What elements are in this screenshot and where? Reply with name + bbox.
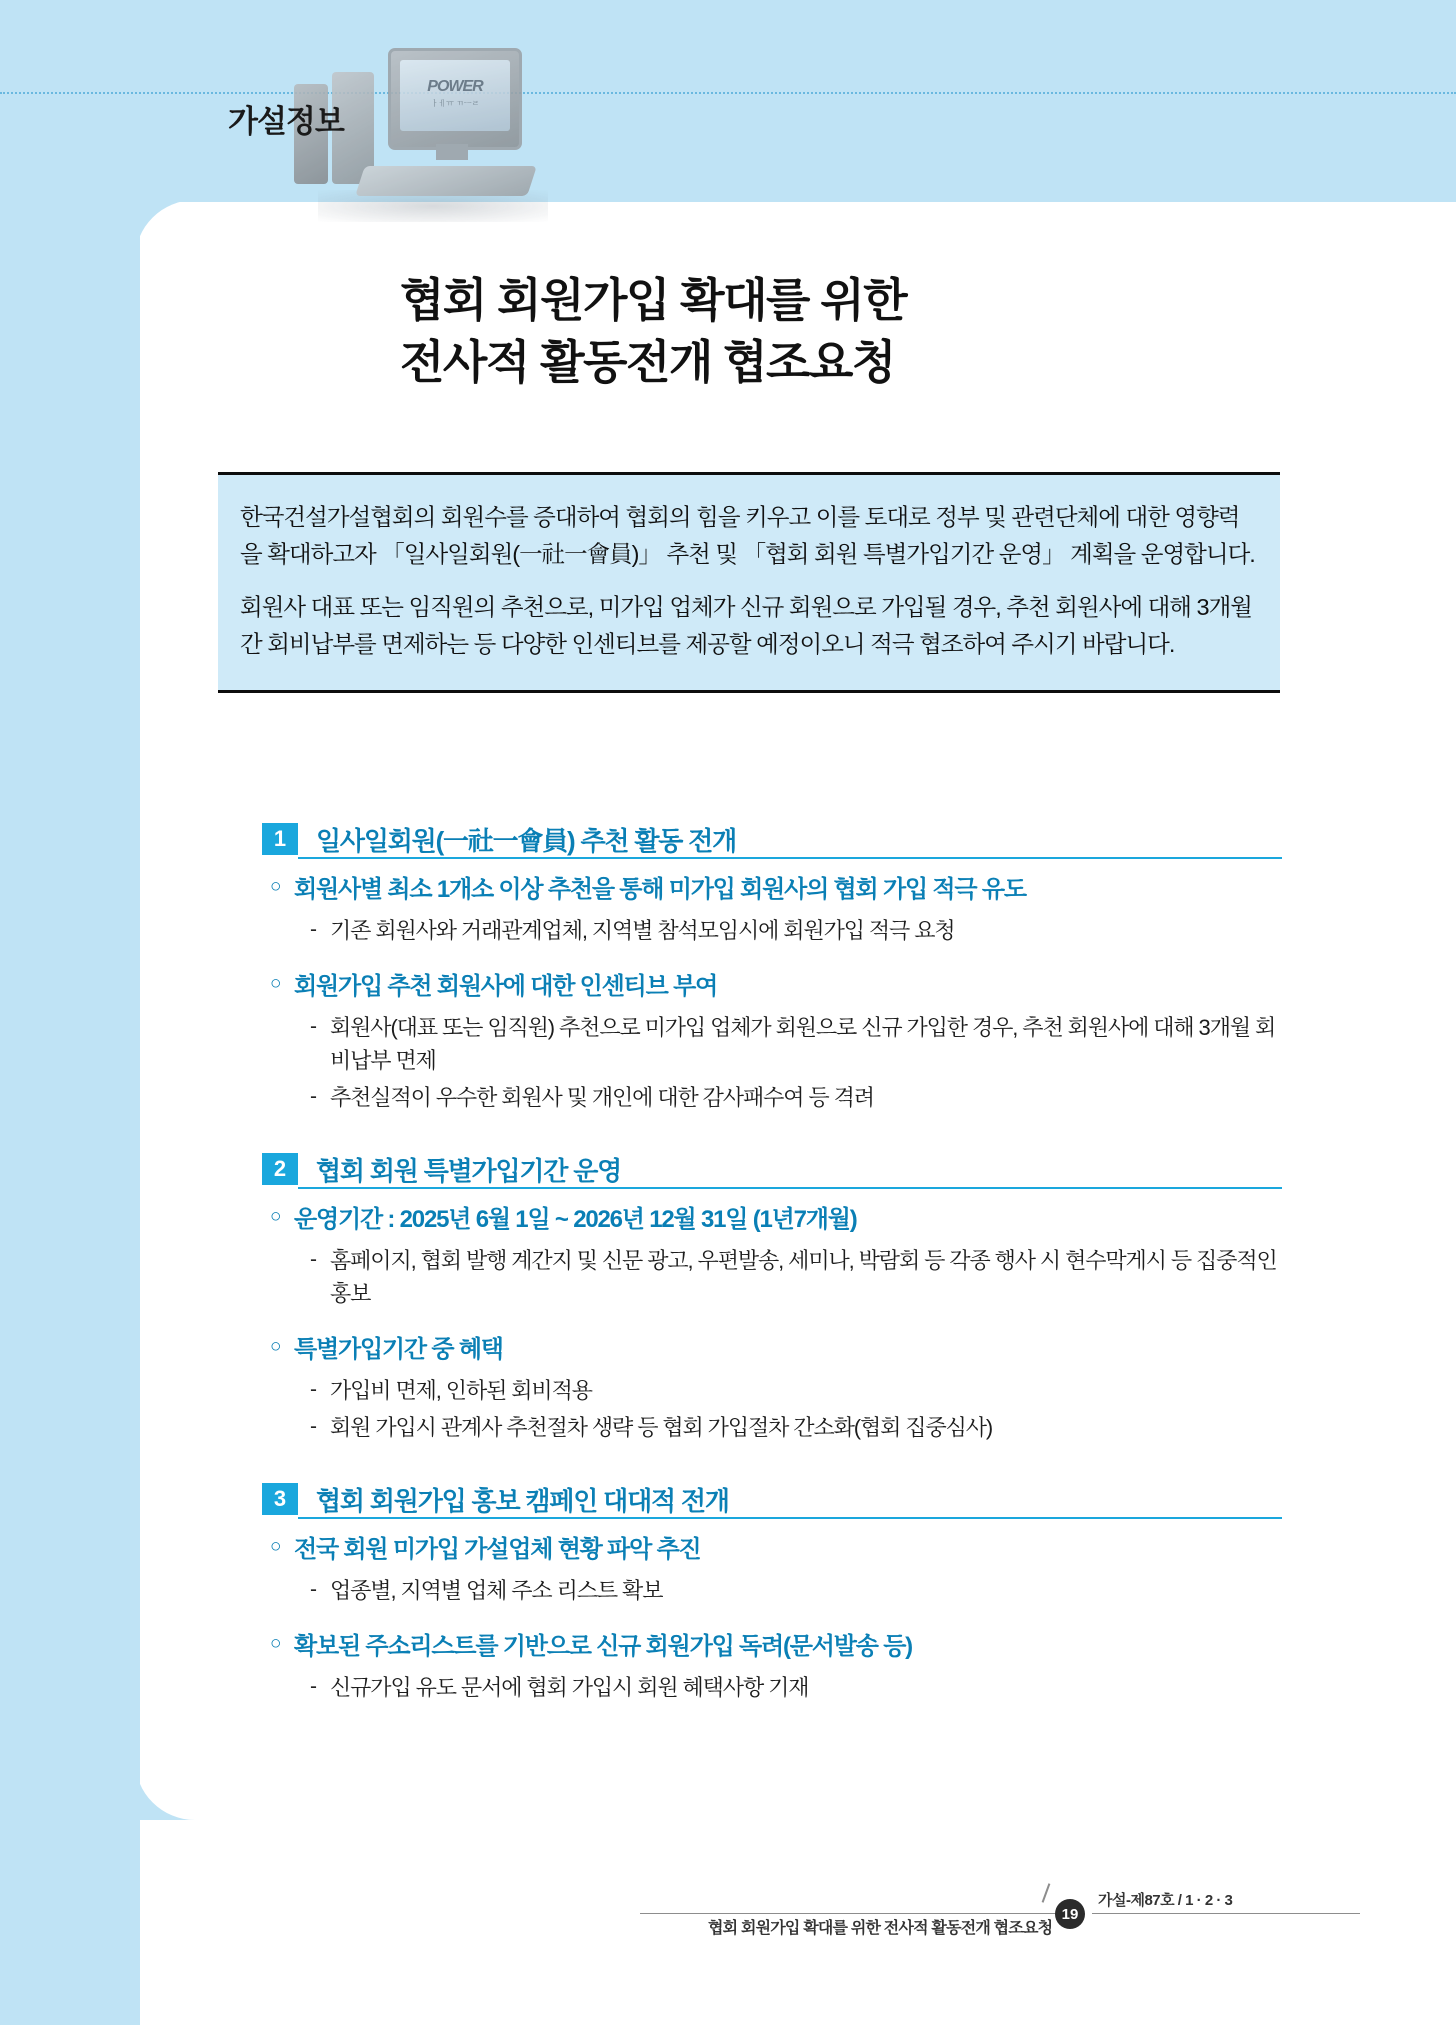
bullet-level1-text: 확보된 주소리스트를 기반으로 신규 회원가입 독려(문서발송 등) <box>294 1633 912 1660</box>
bullet-level2 <box>262 1671 1282 1704</box>
bullet-marker-level2: - <box>310 1015 317 1038</box>
section-3-rule <box>298 1517 1282 1519</box>
bullet-level1-text: 회원사별 최소 1개소 이상 추천을 통해 미가입 회원사의 협회 가입 적극 유도 <box>294 876 1026 903</box>
bullet-marker-level1: ○ <box>270 1336 282 1357</box>
bullet-level1 <box>262 872 1282 908</box>
page-title-line1: 협회 회원가입 확대를 위한 <box>400 274 907 326</box>
screen-icon <box>400 60 510 131</box>
page-footer <box>640 1879 1360 1939</box>
bullet-marker-level1: ○ <box>270 1206 282 1227</box>
bullet-marker-level2: - <box>310 918 317 941</box>
bullet-level2-text: 추천실적이 우수한 회원사 및 개인에 대한 감사패수여 등 격려 <box>330 1085 874 1110</box>
spacer <box>262 1122 1282 1148</box>
sections-container <box>262 818 1282 1712</box>
monitor-icon <box>388 48 522 150</box>
intro-paragraph: 한국건설가설협회의 회원수를 증대하여 협회의 힘을 키우고 이를 토대로 정부 및 관련단체에 대한 영향력을 확대하고자 「일사일회원(一社一會員)」 추천 및 「협회 회원 특별가입기간 운영」 계획을 운영합니다. <box>240 504 1255 568</box>
section-1 <box>262 818 1282 1114</box>
bullet-level1-text: 회원가입 추천 회원사에 대한 인센티브 부여 <box>294 973 718 1000</box>
footer-tick-mark <box>1042 1883 1051 1902</box>
footer-rule-right <box>1092 1913 1360 1914</box>
bullet-marker-level2: - <box>310 1085 317 1108</box>
bullet-level1 <box>262 1629 1282 1665</box>
section-3-number: 3 <box>262 1483 298 1515</box>
bullet-level1 <box>262 1332 1282 1368</box>
bullet-marker-level2: - <box>310 1675 317 1698</box>
section-3 <box>262 1478 1282 1704</box>
footer-rule-left <box>640 1913 1055 1914</box>
bullet-level2-text: 신규가입 유도 문서에 협회 가입시 회원 혜택사항 기재 <box>330 1675 809 1700</box>
section-1-rule <box>298 857 1282 859</box>
page-title-line2: 전사적 활동전개 협조요청 <box>400 335 895 388</box>
bullet-level2-text: 기존 회원사와 거래관계업체, 지역별 참석모임시에 회원가입 적극 요청 <box>330 918 955 943</box>
spacer <box>262 951 1282 969</box>
bullet-level2-text: 업종별, 지역별 업체 주소 리스트 확보 <box>330 1578 663 1603</box>
screen-subtext: ㅏㅔㅠ ㄲㅡㄹ <box>430 99 480 108</box>
spacer <box>262 1452 1282 1478</box>
bullet-level1-text: 전국 회원 미가입 가설업체 현황 파악 추진 <box>294 1536 701 1563</box>
bullet-level2 <box>262 914 1282 947</box>
section-3-title: 협회 회원가입 홍보 캠페인 대대적 전개 <box>316 1485 729 1516</box>
footer-issue-label: 가설-제87호 / 1 · 2 · 3 <box>1098 1892 1233 1909</box>
left-band <box>0 0 140 2025</box>
bullet-level1-text: 운영기간 : 2025년 6월 1일 ~ 2026년 12월 31일 (1년7개월) <box>294 1206 857 1233</box>
section-2-title: 협회 회원 특별가입기간 운영 <box>316 1155 622 1186</box>
spacer <box>262 1314 1282 1332</box>
bullet-level2-text: 회원 가입시 관계사 추천절차 생략 등 협회 가입절차 간소화(협회 집중심사) <box>330 1415 993 1440</box>
page-title <box>400 270 1300 393</box>
spacer <box>262 1611 1282 1629</box>
footer-running-title: 협회 회원가입 확대를 위한 전사적 활동전개 협조요청 <box>708 1920 1053 1937</box>
keyboard-icon <box>355 166 537 196</box>
bullet-level2 <box>262 1374 1282 1407</box>
bullet-marker-level2: - <box>310 1578 317 1601</box>
bullet-level2-text: 홈페이지, 협회 발행 계간지 및 신문 광고, 우편발송, 세미나, 박람회 등 각종 행사 시 현수막게시 등 집중적인 홍보 <box>330 1248 1277 1306</box>
bullet-marker-level1: ○ <box>270 1536 282 1557</box>
section-1-number: 1 <box>262 823 298 855</box>
bullet-level1 <box>262 1202 1282 1238</box>
section-3-header <box>262 1478 1282 1520</box>
screen-text: POWER <box>427 78 483 95</box>
bullet-level1 <box>262 969 1282 1005</box>
bullet-level2 <box>262 1411 1282 1444</box>
section-kicker: 가설정보 <box>228 104 344 139</box>
section-1-title: 일사일회원(一社一會員) 추천 활동 전개 <box>316 825 737 856</box>
section-2-number: 2 <box>262 1153 298 1185</box>
section-2-rule <box>298 1187 1282 1189</box>
intro-paragraph: 회원사 대표 또는 임직원의 추천으로, 미가입 업체가 신규 회원으로 가입될 경우, 추천 회원사에 대해 3개월간 회비납부를 면제하는 등 다양한 인센티브를 제공할 예정이오니 적극 협조하여 주시기 바랍니다. <box>240 594 1252 658</box>
bullet-level2 <box>262 1011 1282 1077</box>
bullet-marker-level1: ○ <box>270 876 282 897</box>
bullet-marker-level2: - <box>310 1415 317 1438</box>
monitor-stand <box>436 144 468 160</box>
bullet-level2 <box>262 1081 1282 1114</box>
bullet-level2-text: 회원사(대표 또는 임직원) 추천으로 미가입 업체가 회원으로 신규 가입한 경우, 추천 회원사에 대해 3개월 회비납부 면제 <box>330 1015 1276 1073</box>
intro-box <box>218 472 1280 693</box>
top-band <box>0 0 1456 202</box>
bullet-level2 <box>262 1574 1282 1607</box>
dotted-divider <box>0 92 1456 94</box>
section-1-header <box>262 818 1282 860</box>
section-2 <box>262 1148 1282 1444</box>
bullet-marker-level2: - <box>310 1248 317 1271</box>
bullet-level1-text: 특별가입기간 중 혜택 <box>294 1336 503 1363</box>
bullet-marker-level2: - <box>310 1378 317 1401</box>
section-2-header <box>262 1148 1282 1190</box>
bullet-level2-text: 가입비 면제, 인하된 회비적용 <box>330 1378 592 1403</box>
bullet-marker-level1: ○ <box>270 1633 282 1654</box>
bullet-level2 <box>262 1244 1282 1310</box>
bullet-level1 <box>262 1532 1282 1568</box>
page-number-badge: 19 <box>1055 1899 1085 1929</box>
bullet-marker-level1: ○ <box>270 973 282 994</box>
